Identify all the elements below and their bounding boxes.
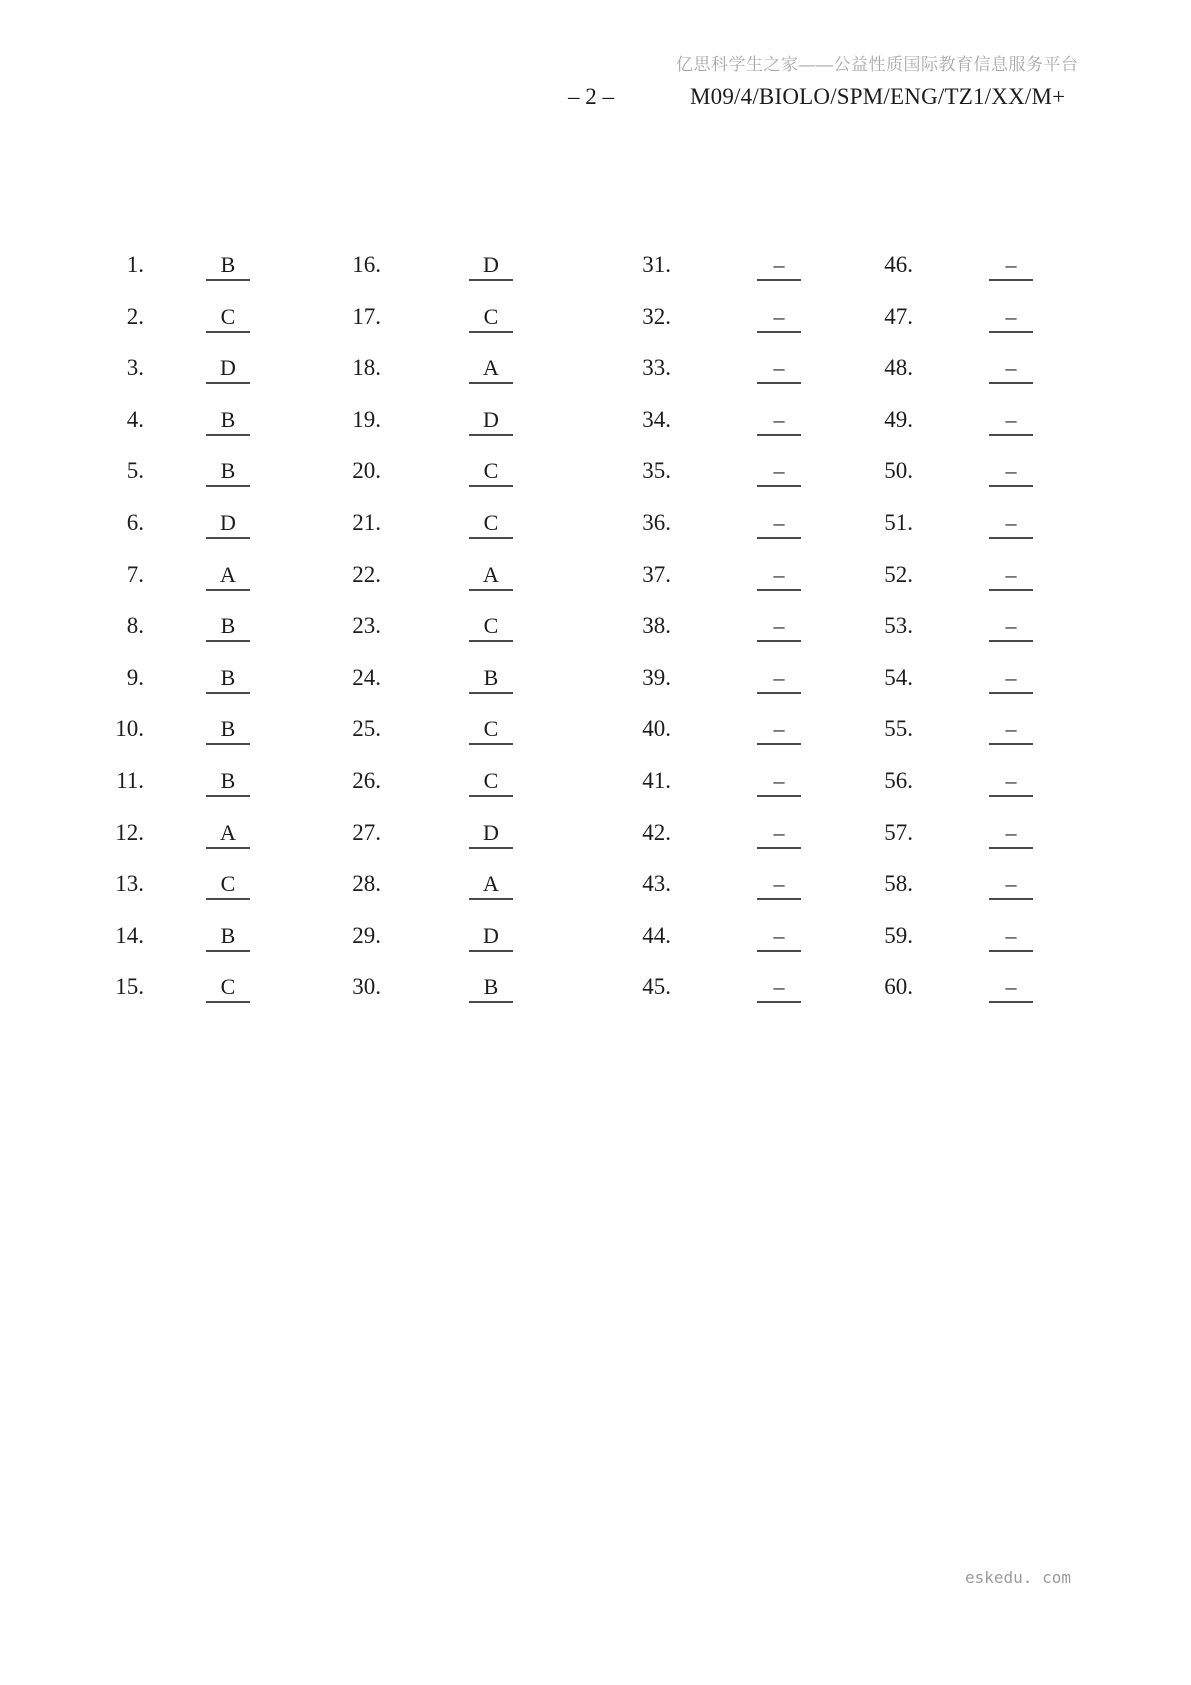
- question-number: 53.: [884, 613, 913, 639]
- answer-value: A: [206, 818, 250, 849]
- answer-value: C: [469, 611, 513, 642]
- answer-value: C: [206, 972, 250, 1003]
- question-number: 35.: [642, 458, 671, 484]
- answer-value: –: [989, 508, 1033, 539]
- question-number: 49.: [884, 406, 913, 432]
- answer-row: [317, 766, 513, 818]
- answer-value: –: [989, 766, 1033, 797]
- question-number: 17.: [352, 303, 381, 329]
- answer-row: [317, 353, 513, 405]
- question-number: 56.: [884, 767, 913, 793]
- question-number: 36.: [642, 509, 671, 535]
- spacer: [913, 456, 989, 457]
- answer-value: –: [757, 921, 801, 952]
- answer-row: [849, 508, 1033, 560]
- question-number: 33.: [642, 355, 671, 381]
- question-number: 34.: [642, 406, 671, 432]
- question-number: 23.: [352, 613, 381, 639]
- spacer: [671, 714, 757, 715]
- spacer: [913, 405, 989, 406]
- answer-column-1: [80, 250, 250, 1024]
- question-number: 16.: [352, 252, 381, 277]
- answer-value: D: [469, 250, 513, 281]
- question-number: 43.: [642, 871, 671, 897]
- answer-row: [317, 869, 513, 921]
- question-number: 46.: [884, 252, 913, 277]
- answer-value: B: [206, 714, 250, 745]
- answer-column-3: [607, 250, 801, 1024]
- spacer: [144, 560, 206, 561]
- answer-row: [607, 869, 801, 921]
- question-number: 22.: [352, 561, 381, 587]
- answer-row: [80, 353, 250, 405]
- answer-row: [849, 921, 1033, 973]
- answer-value: B: [469, 972, 513, 1003]
- spacer: [381, 250, 469, 251]
- question-number: 38.: [642, 613, 671, 639]
- spacer: [671, 663, 757, 664]
- question-number: 12.: [115, 819, 144, 845]
- question-number: 37.: [642, 561, 671, 587]
- question-number: 44.: [642, 922, 671, 948]
- question-number: 31.: [642, 252, 671, 277]
- answer-row: [317, 818, 513, 870]
- spacer: [381, 508, 469, 509]
- answer-value: B: [206, 456, 250, 487]
- spacer: [671, 302, 757, 303]
- question-number: 1.: [126, 252, 144, 277]
- question-number: 58.: [884, 871, 913, 897]
- answer-row: [317, 663, 513, 715]
- answer-row: [80, 921, 250, 973]
- question-number: 8.: [126, 613, 144, 639]
- spacer: [913, 250, 989, 251]
- answer-row: [317, 921, 513, 973]
- answer-row: [80, 766, 250, 818]
- spacer: [671, 456, 757, 457]
- question-number: 59.: [884, 922, 913, 948]
- answer-value: D: [206, 353, 250, 384]
- answer-row: [849, 302, 1033, 354]
- spacer: [913, 302, 989, 303]
- spacer: [671, 869, 757, 870]
- spacer: [671, 921, 757, 922]
- answer-row: [80, 456, 250, 508]
- answer-value: C: [469, 714, 513, 745]
- answer-row: [607, 456, 801, 508]
- answer-value: –: [757, 611, 801, 642]
- question-number: 19.: [352, 406, 381, 432]
- answer-value: –: [989, 560, 1033, 591]
- question-number: 57.: [884, 819, 913, 845]
- spacer: [144, 766, 206, 767]
- answer-row: [80, 508, 250, 560]
- spacer: [381, 663, 469, 664]
- answer-value: A: [469, 869, 513, 900]
- answer-value: C: [469, 302, 513, 333]
- question-number: 13.: [115, 871, 144, 897]
- answer-row: [849, 250, 1033, 302]
- answer-row: [607, 921, 801, 973]
- spacer: [381, 456, 469, 457]
- answer-value: B: [206, 921, 250, 952]
- answer-row: [849, 456, 1033, 508]
- answer-row: [317, 508, 513, 560]
- spacer: [671, 766, 757, 767]
- site-banner-text: 亿思科学生之家——公益性质国际教育信息服务平台: [676, 55, 1079, 74]
- answer-row: [849, 972, 1033, 1024]
- answer-value: A: [469, 560, 513, 591]
- answer-value: C: [206, 302, 250, 333]
- spacer: [671, 353, 757, 354]
- answer-value: –: [757, 766, 801, 797]
- answer-value: –: [757, 869, 801, 900]
- question-number: 26.: [352, 767, 381, 793]
- question-number: 3.: [126, 355, 144, 381]
- spacer: [381, 611, 469, 612]
- answer-value: –: [757, 972, 801, 1003]
- answer-row: [317, 250, 513, 302]
- question-number: 6.: [126, 509, 144, 535]
- answer-row: [849, 818, 1033, 870]
- answer-row: [317, 560, 513, 612]
- spacer: [144, 508, 206, 509]
- question-number: 42.: [642, 819, 671, 845]
- answer-row: [607, 508, 801, 560]
- answer-value: –: [757, 560, 801, 591]
- answer-value: –: [989, 405, 1033, 436]
- answer-row: [607, 353, 801, 405]
- watermark-text: eskedu. com: [965, 1568, 1071, 1587]
- answer-row: [317, 302, 513, 354]
- question-number: 15.: [115, 974, 144, 1000]
- question-number: 48.: [884, 355, 913, 381]
- spacer: [144, 353, 206, 354]
- answer-value: –: [757, 250, 801, 281]
- spacer: [671, 818, 757, 819]
- answer-value: –: [757, 508, 801, 539]
- spacer: [144, 456, 206, 457]
- spacer: [913, 353, 989, 354]
- answer-row: [607, 972, 801, 1024]
- spacer: [381, 714, 469, 715]
- answer-row: [80, 869, 250, 921]
- question-number: 4.: [126, 406, 144, 432]
- answer-value: –: [989, 921, 1033, 952]
- spacer: [671, 405, 757, 406]
- answer-value: B: [206, 611, 250, 642]
- answer-row: [80, 611, 250, 663]
- question-number: 14.: [115, 922, 144, 948]
- spacer: [144, 302, 206, 303]
- answer-row: [607, 405, 801, 457]
- spacer: [671, 972, 757, 973]
- answer-value: B: [206, 250, 250, 281]
- question-number: 11.: [116, 767, 144, 793]
- question-number: 7.: [126, 561, 144, 587]
- answer-row: [849, 766, 1033, 818]
- answer-row: [80, 972, 250, 1024]
- spacer: [913, 663, 989, 664]
- spacer: [913, 972, 989, 973]
- spacer: [913, 714, 989, 715]
- answer-value: –: [989, 818, 1033, 849]
- answer-row: [607, 611, 801, 663]
- answer-value: D: [469, 921, 513, 952]
- answer-value: –: [989, 663, 1033, 694]
- answer-row: [849, 714, 1033, 766]
- answer-row: [607, 818, 801, 870]
- question-number: 52.: [884, 561, 913, 587]
- spacer: [913, 508, 989, 509]
- answer-value: D: [206, 508, 250, 539]
- answer-row: [607, 560, 801, 612]
- question-number: 60.: [884, 974, 913, 1000]
- question-number: 5.: [126, 458, 144, 484]
- spacer: [671, 611, 757, 612]
- answer-row: [80, 560, 250, 612]
- answer-value: D: [469, 818, 513, 849]
- question-number: 28.: [352, 871, 381, 897]
- answer-value: C: [469, 508, 513, 539]
- answer-value: B: [206, 766, 250, 797]
- spacer: [381, 302, 469, 303]
- spacer: [144, 405, 206, 406]
- answer-value: B: [469, 663, 513, 694]
- paper-code: M09/4/BIOLO/SPM/ENG/TZ1/XX/M+: [690, 84, 1066, 109]
- answer-value: –: [757, 663, 801, 694]
- answer-row: [80, 663, 250, 715]
- question-number: 40.: [642, 716, 671, 742]
- question-number: 45.: [642, 974, 671, 1000]
- question-number: 55.: [884, 716, 913, 742]
- answer-row: [80, 714, 250, 766]
- spacer: [381, 353, 469, 354]
- answer-column-2: [317, 250, 513, 1024]
- answer-row: [849, 560, 1033, 612]
- answer-value: –: [757, 818, 801, 849]
- answer-value: –: [989, 456, 1033, 487]
- answer-value: –: [989, 353, 1033, 384]
- spacer: [913, 560, 989, 561]
- answer-value: C: [469, 456, 513, 487]
- answer-row: [849, 611, 1033, 663]
- answer-value: B: [206, 405, 250, 436]
- spacer: [913, 921, 989, 922]
- answer-row: [80, 250, 250, 302]
- spacer: [671, 508, 757, 509]
- answer-row: [607, 663, 801, 715]
- page-number: – 2 –: [568, 84, 614, 109]
- spacer: [381, 972, 469, 973]
- spacer: [144, 972, 206, 973]
- spacer: [381, 560, 469, 561]
- answer-value: D: [469, 405, 513, 436]
- question-number: 54.: [884, 664, 913, 690]
- question-number: 9.: [126, 664, 144, 690]
- answer-value: A: [206, 560, 250, 591]
- spacer: [144, 921, 206, 922]
- spacer: [144, 818, 206, 819]
- question-number: 2.: [126, 303, 144, 329]
- question-number: 10.: [115, 716, 144, 742]
- answer-row: [849, 405, 1033, 457]
- question-number: 39.: [642, 664, 671, 690]
- answer-value: –: [989, 302, 1033, 333]
- question-number: 27.: [352, 819, 381, 845]
- answer-value: B: [206, 663, 250, 694]
- spacer: [144, 250, 206, 251]
- question-number: 30.: [352, 974, 381, 1000]
- spacer: [913, 611, 989, 612]
- answer-value: C: [469, 766, 513, 797]
- answer-row: [80, 405, 250, 457]
- question-number: 29.: [352, 922, 381, 948]
- question-number: 24.: [352, 664, 381, 690]
- question-number: 50.: [884, 458, 913, 484]
- spacer: [913, 818, 989, 819]
- answer-value: –: [989, 250, 1033, 281]
- question-number: 41.: [642, 767, 671, 793]
- answer-value: –: [989, 714, 1033, 745]
- question-number: 21.: [352, 509, 381, 535]
- answer-value: –: [757, 714, 801, 745]
- answer-row: [317, 714, 513, 766]
- spacer: [144, 611, 206, 612]
- answer-row: [317, 611, 513, 663]
- question-number: 32.: [642, 303, 671, 329]
- answer-row: [849, 869, 1033, 921]
- question-number: 47.: [884, 303, 913, 329]
- answer-row: [607, 250, 801, 302]
- answer-value: A: [469, 353, 513, 384]
- answer-value: –: [757, 302, 801, 333]
- spacer: [144, 663, 206, 664]
- spacer: [671, 250, 757, 251]
- answer-value: –: [757, 456, 801, 487]
- answer-value: –: [989, 611, 1033, 642]
- answer-column-4: [849, 250, 1033, 1024]
- answer-row: [80, 302, 250, 354]
- page-header: [0, 84, 1191, 114]
- spacer: [913, 766, 989, 767]
- answer-row: [317, 405, 513, 457]
- answer-value: –: [989, 869, 1033, 900]
- answer-value: –: [757, 353, 801, 384]
- answer-row: [607, 302, 801, 354]
- spacer: [144, 869, 206, 870]
- answer-value: –: [989, 972, 1033, 1003]
- answer-row: [849, 353, 1033, 405]
- spacer: [913, 869, 989, 870]
- answer-row: [607, 714, 801, 766]
- answer-value: –: [757, 405, 801, 436]
- question-number: 20.: [352, 458, 381, 484]
- spacer: [671, 560, 757, 561]
- question-number: 51.: [884, 509, 913, 535]
- answer-value: C: [206, 869, 250, 900]
- spacer: [144, 714, 206, 715]
- question-number: 25.: [352, 716, 381, 742]
- question-number: 18.: [352, 355, 381, 381]
- answer-row: [607, 766, 801, 818]
- answer-row: [317, 456, 513, 508]
- spacer: [381, 818, 469, 819]
- answer-row: [80, 818, 250, 870]
- spacer: [381, 405, 469, 406]
- spacer: [381, 869, 469, 870]
- spacer: [381, 766, 469, 767]
- answer-row: [849, 663, 1033, 715]
- spacer: [381, 921, 469, 922]
- answer-row: [317, 972, 513, 1024]
